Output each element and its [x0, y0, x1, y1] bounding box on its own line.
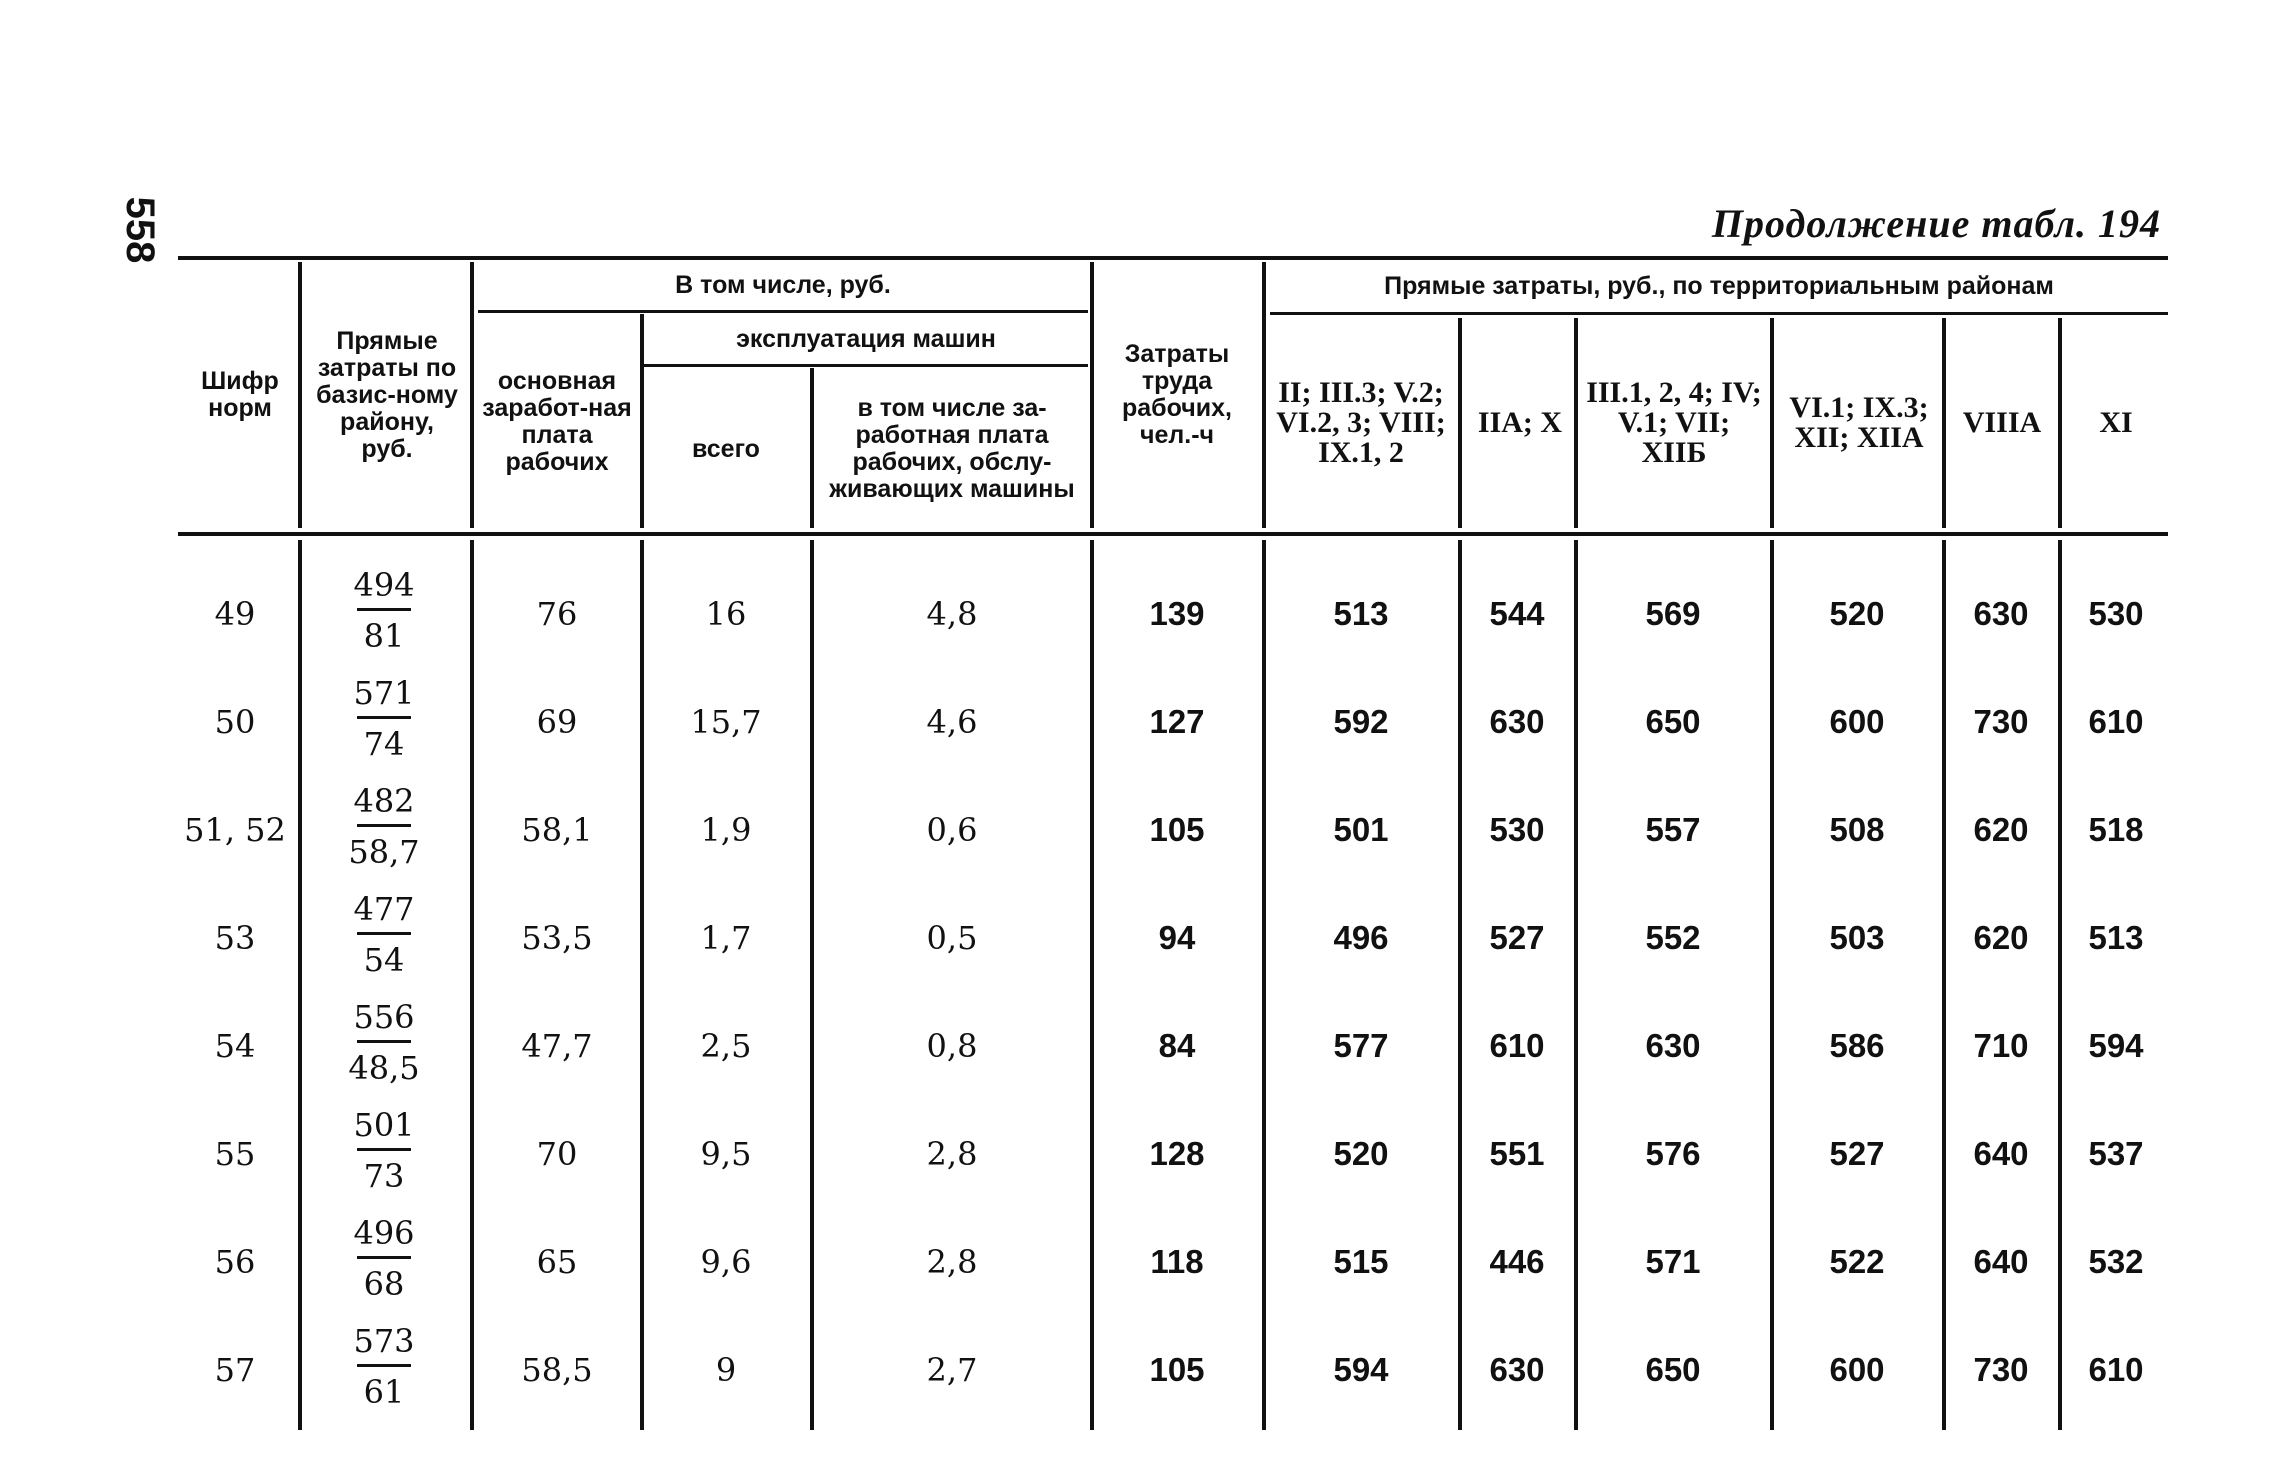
header-machines-wages: в том числе за-работная плата рабочих, обслу-живающих машины [829, 394, 1075, 503]
fraction-numerator: 501 [353, 1106, 415, 1144]
cell-region-2: 551 [1489, 1135, 1545, 1172]
cell-region-5: 640 [1973, 1243, 2029, 1280]
cell-direct-base-fraction [330, 1214, 438, 1303]
cell-region-3: 552 [1645, 919, 1701, 956]
header-col-rule [2058, 318, 2062, 528]
cell-labor: 105 [1149, 1351, 1205, 1388]
fraction-numerator: 494 [353, 566, 415, 604]
cell-region-1: 592 [1333, 703, 1389, 740]
cell-region-6: 610 [2088, 1351, 2144, 1388]
machines-rule [642, 364, 1088, 367]
cell-direct-base-fraction [330, 674, 438, 763]
fraction-bar [357, 932, 411, 935]
cell-labor: 84 [1158, 1027, 1196, 1064]
cell-machines-total: 2,5 [700, 1027, 752, 1065]
header-region-6: XI [2099, 406, 2133, 439]
cell-wages: 58,1 [521, 811, 593, 849]
cell-code: 56 [214, 1243, 256, 1281]
fraction-denominator: 73 [363, 1157, 405, 1195]
cell-machines-wages: 0,8 [926, 1027, 978, 1065]
cell-region-2: 630 [1489, 1351, 1545, 1388]
fraction-denominator: 58,7 [348, 833, 420, 871]
cell-direct-base-fraction [330, 782, 438, 871]
cell-region-1: 520 [1333, 1135, 1389, 1172]
header-col-rule [1262, 262, 1266, 528]
cell-region-5: 620 [1973, 919, 2029, 956]
cell-region-1: 594 [1333, 1351, 1389, 1388]
cell-region-6: 513 [2088, 919, 2144, 956]
cell-region-3: 557 [1645, 811, 1701, 848]
header-regions: Прямые затраты, руб., по территориальным районам [1384, 271, 2054, 300]
header-direct-base: Прямые затраты по базис-ному району, руб. [316, 326, 458, 463]
page-number: 558 [118, 196, 163, 264]
cell-region-6: 530 [2088, 595, 2144, 632]
cell-machines-total: 9,6 [700, 1243, 752, 1281]
fraction-numerator: 556 [353, 998, 415, 1036]
fraction-bar [357, 1364, 411, 1367]
cell-direct-base-fraction [330, 566, 438, 655]
header-col-rule [1770, 318, 1774, 528]
header-col-rule [810, 368, 814, 528]
header-col-rule [1090, 262, 1094, 528]
header-region-3: III.1, 2, 4; IV; V.1; VII; XIIБ [1586, 376, 1762, 469]
cell-region-5: 640 [1973, 1135, 2029, 1172]
cell-machines-wages: 2,7 [926, 1351, 978, 1389]
cell-machines-wages: 4,8 [926, 595, 978, 633]
cell-region-2: 610 [1489, 1027, 1545, 1064]
cell-direct-base-fraction [330, 890, 438, 979]
header-col-rule [1574, 318, 1578, 528]
cell-region-6: 518 [2088, 811, 2144, 848]
body-col-rule [1262, 540, 1266, 1430]
fraction-bar [357, 1148, 411, 1151]
fraction-bar [357, 608, 411, 611]
header-wages: основная заработ-ная плата рабочих [482, 367, 632, 476]
cell-code: 55 [214, 1135, 256, 1173]
body-col-rule [1574, 540, 1578, 1430]
header-code: Шифр норм [201, 367, 279, 422]
cell-machines-wages: 2,8 [926, 1243, 978, 1281]
fraction-denominator: 54 [363, 941, 405, 979]
cell-region-4: 508 [1829, 811, 1885, 848]
header-region-1: II; III.3; V.2; VI.2, 3; VIII; IX.1, 2 [1276, 376, 1446, 469]
header-col-rule [1458, 318, 1462, 528]
cell-region-4: 527 [1829, 1135, 1885, 1172]
cell-region-6: 532 [2088, 1243, 2144, 1280]
cell-labor: 105 [1149, 811, 1205, 848]
table-top-rule [178, 256, 2168, 260]
cell-machines-wages: 0,5 [926, 919, 978, 957]
header-region-4: VI.1; IX.3; XII; XIIA [1789, 391, 1929, 454]
body-col-rule [1458, 540, 1462, 1430]
cell-machines-wages: 2,8 [926, 1135, 978, 1173]
cell-wages: 47,7 [521, 1027, 593, 1065]
cell-wages: 53,5 [521, 919, 593, 957]
fraction-numerator: 477 [353, 890, 415, 928]
cell-region-2: 630 [1489, 703, 1545, 740]
fraction-numerator: 571 [353, 674, 415, 712]
body-col-rule [2058, 540, 2062, 1430]
cell-region-3: 576 [1645, 1135, 1701, 1172]
cell-region-2: 446 [1489, 1243, 1545, 1280]
cell-wages: 70 [536, 1135, 578, 1173]
header-including: В том числе, руб. [675, 270, 891, 299]
cell-region-2: 527 [1489, 919, 1545, 956]
cell-region-3: 630 [1645, 1027, 1701, 1064]
fraction-bar [357, 1040, 411, 1043]
fraction-bar [357, 1256, 411, 1259]
cell-region-6: 537 [2088, 1135, 2144, 1172]
header-col-rule [470, 262, 474, 528]
body-col-rule [1770, 540, 1774, 1430]
cell-code: 50 [214, 703, 256, 741]
fraction-denominator: 68 [363, 1265, 405, 1303]
header-region-5: VIIIA [1962, 406, 2042, 439]
header-col-rule [1942, 318, 1946, 528]
cell-region-4: 503 [1829, 919, 1885, 956]
cell-region-5: 620 [1973, 811, 2029, 848]
cell-machines-total: 15,7 [690, 703, 762, 741]
cell-direct-base-fraction [330, 1322, 438, 1411]
body-col-rule [1942, 540, 1946, 1430]
cell-region-1: 496 [1333, 919, 1389, 956]
cell-labor: 118 [1150, 1243, 1204, 1280]
cell-code: 57 [214, 1351, 256, 1389]
cell-region-3: 650 [1645, 1351, 1701, 1388]
cell-direct-base-fraction [330, 998, 438, 1087]
body-col-rule [470, 540, 474, 1430]
fraction-denominator: 74 [363, 725, 405, 763]
cell-region-2: 530 [1489, 811, 1545, 848]
fraction-bar [357, 716, 411, 719]
cell-wages: 69 [536, 703, 578, 741]
cell-wages: 76 [536, 595, 578, 633]
cell-code: 54 [214, 1027, 256, 1065]
cell-labor: 94 [1158, 919, 1196, 956]
cell-labor: 127 [1149, 703, 1205, 740]
cell-region-1: 577 [1333, 1027, 1389, 1064]
fraction-numerator: 496 [353, 1214, 415, 1252]
fraction-bar [357, 824, 411, 827]
cell-region-4: 520 [1829, 595, 1885, 632]
cell-region-4: 600 [1829, 1351, 1885, 1388]
cell-region-3: 571 [1645, 1243, 1701, 1280]
cell-machines-total: 9,5 [700, 1135, 752, 1173]
header-bottom-rule [178, 532, 2168, 536]
fraction-denominator: 61 [363, 1373, 405, 1411]
cell-wages: 58,5 [521, 1351, 593, 1389]
continuation-title: Продолжение табл. 194 [1711, 201, 2161, 246]
cell-region-1: 501 [1333, 811, 1389, 848]
fraction-numerator: 482 [353, 782, 415, 820]
cell-region-3: 569 [1645, 595, 1701, 632]
header-machines-total: всего [692, 434, 760, 463]
cell-machines-wages: 0,6 [926, 811, 978, 849]
body-col-rule [298, 540, 302, 1430]
header-region-2: IIA; X [1477, 406, 1563, 439]
cell-code: 49 [214, 595, 256, 633]
cell-direct-base-fraction [330, 1106, 438, 1195]
cell-region-6: 594 [2088, 1027, 2144, 1064]
cell-region-4: 586 [1829, 1027, 1885, 1064]
cell-region-5: 730 [1973, 703, 2029, 740]
cell-code: 53 [214, 919, 256, 957]
cell-machines-wages: 4,6 [926, 703, 978, 741]
fraction-denominator: 81 [363, 617, 405, 655]
cell-machines-total: 1,9 [700, 811, 752, 849]
regions-rule [1270, 312, 2168, 315]
header-col-rule [298, 262, 302, 528]
cell-region-5: 730 [1973, 1351, 2029, 1388]
cell-region-2: 544 [1489, 595, 1545, 632]
cell-code: 51, 52 [184, 811, 286, 849]
body-col-rule [1090, 540, 1094, 1430]
including-rule [478, 310, 1088, 313]
cell-labor: 128 [1149, 1135, 1205, 1172]
cell-region-1: 515 [1333, 1243, 1389, 1280]
fraction-numerator: 573 [353, 1322, 415, 1360]
cell-machines-total: 9 [715, 1351, 737, 1389]
cell-wages: 65 [536, 1243, 578, 1281]
cell-region-3: 650 [1645, 703, 1701, 740]
header-col-rule [640, 314, 644, 528]
cell-region-5: 630 [1973, 595, 2029, 632]
cell-region-4: 600 [1829, 703, 1885, 740]
header-labor: Затраты труда рабочих, чел.-ч [1122, 340, 1232, 449]
fraction-denominator: 48,5 [348, 1049, 420, 1087]
body-col-rule [640, 540, 644, 1430]
header-machines: эксплуатация машин [736, 324, 996, 353]
cell-region-1: 513 [1333, 595, 1389, 632]
cell-region-4: 522 [1829, 1243, 1885, 1280]
cell-machines-total: 16 [705, 595, 747, 633]
cell-labor: 139 [1149, 595, 1205, 632]
body-col-rule [810, 540, 814, 1430]
cell-region-6: 610 [2088, 703, 2144, 740]
cell-region-5: 710 [1973, 1027, 2029, 1064]
cell-machines-total: 1,7 [700, 919, 752, 957]
